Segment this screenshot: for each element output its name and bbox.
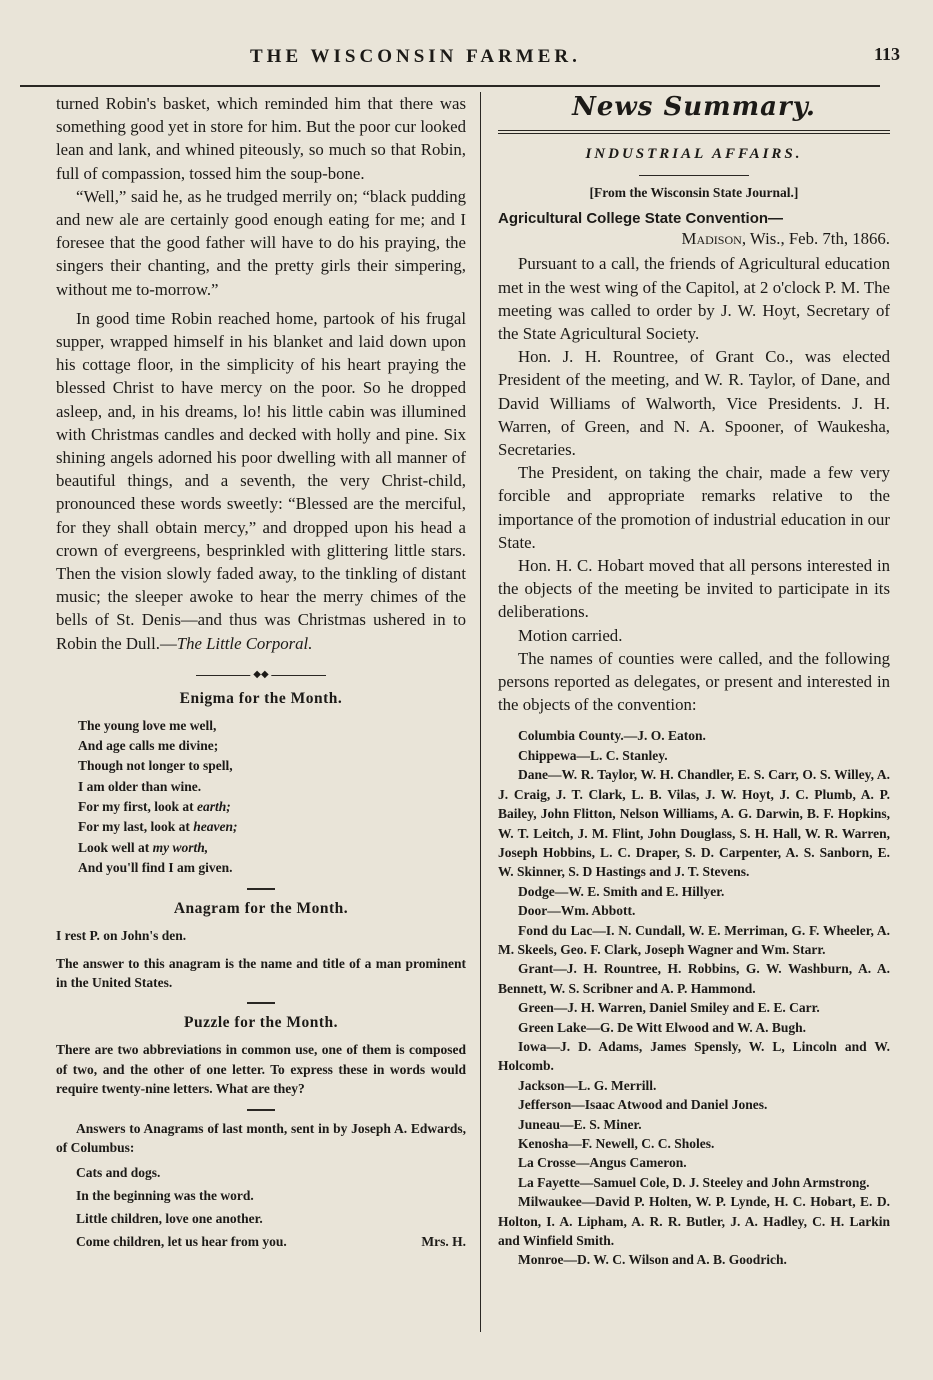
delegate-entry: Dane—W. R. Taylor, W. H. Chandler, E. S. Carr, O. S. Willey, A. J. Craig, J. T. Clark, L. B. Vilas, J. W. Hoyt, J. C. Plumb, A. P. Bailey, John Flitton, Nelson Williams, A. G. Darwin, B. F. Hopkins, W. T. Leitch, J. M. Flint, John Douglass, S. H. Hall, W. R. Warren, Joseph Hobbins, L. C. Draper, S. D. Carpenter, A. S. Sanborn, E. W. Skinner, S. D Hastings and J. T. Stevens. [498,767,890,880]
page-header [40,40,900,74]
delegate-entry: La Fayette—Samuel Cole, D. J. Steeley and John Armstrong. [518,1174,870,1190]
delegate-entry: Iowa—J. D. Adams, James Spensly, W. L, Lincoln and W. Holcomb. [498,1038,890,1074]
poem-line: Though not longer to spell, [78,758,233,774]
right-column [470,92,890,1270]
ornament-icon: ◆◆ [250,668,271,682]
news-paragraph: Hon. J. H. Rountree, of Grant Co., was elected President of the meeting, and W. R. Taylor, of Dane, and David Williams of Walworth, Vice Presidents. J. H. Warren, of Green, and N. A. Spooner, of Waukesha, Secretaries. [498,347,890,460]
delegate-entry: Green—J. H. Warren, Daniel Smiley and E. E. Carr. [518,1000,820,1016]
anagram-note: The answer to this anagram is the name and title of a man prominent in the United States. [56,955,466,991]
delegate-entry: Columbia County.—J. O. Eaton. [518,728,706,744]
answer-item-last [56,1230,466,1253]
delegate-entry: Fond du Lac—I. N. Cundall, W. E. Merriman, G. F. Wheeler, A. M. Skeels, Geo. F. Clark, Joseph Wagner and Wm. Starr. [498,922,890,957]
poem-line: And you'll find I am given. [78,859,233,875]
title-rule [498,130,890,134]
delegate-entry: La Crosse—Angus Cameron. [518,1155,687,1171]
section-divider [247,1109,275,1111]
delegate-entry: Jefferson—Isaac Atwood and Daniel Jones. [518,1097,768,1113]
delegate-entry: Door—Wm. Abbott. [518,903,636,919]
section-divider [639,175,749,176]
story-paragraph [56,307,466,655]
poem-line: And age calls me divine; [78,738,219,754]
story-paragraph: “Well,” said he, as he trudged merrily on; “black pudding and new ale are certainly good enough eating for me; and I foresee that the good father will have to do his praying, the singers their chanting, and the pretty girls their simpering, without me to-morrow.” [56,186,466,299]
answer-item: Cats and dogs. [76,1164,161,1180]
news-paragraph: The names of counties were called, and the following persons reported as delegates, or present and interested in the objects of the convention: [498,648,890,715]
answer-item: Come children, let us hear from you. [76,1233,287,1249]
source-note: [From the Wisconsin State Journal.] [589,185,799,200]
enigma-poem [56,716,466,878]
section-divider [247,1002,275,1004]
poem-line: For my first, look at earth; [78,799,231,815]
signature: Mrs. H. [421,1233,466,1249]
ornament-divider [196,668,326,680]
convention-title: Agricultural College State Convention— [498,210,784,228]
delegate-entry: Jackson—L. G. Merrill. [518,1077,657,1093]
section-divider [247,888,275,890]
answers-list [56,1161,466,1253]
enigma-title: Enigma for the Month. [179,689,343,707]
news-paragraph: Hon. H. C. Hobart moved that all persons interested in the objects of the meeting be invited to participate in its deliberations. [498,556,890,622]
delegate-entry: Chippewa—L. C. Stanley. [518,747,668,763]
delegate-entry: Juneau—E. S. Miner. [518,1116,642,1132]
poem-line: For my last, look at heaven; [78,819,238,835]
delegate-entry: Grant—J. H. Rountree, H. Robbins, G. W. Washburn, A. A. Bennett, W. S. Scribner and A. P. Hammond. [498,961,890,996]
news-paragraph: The President, on taking the chair, made a few very forcible and appropriate remarks relative to the importance of the promotion of industrial education in our State. [498,463,890,552]
news-summary-title: News Summary. [572,92,816,122]
delegate-entry: Dodge—W. E. Smith and E. Hillyer. [518,883,725,899]
answer-item: Little children, love one another. [76,1210,263,1226]
section-title: INDUSTRIAL AFFAIRS. [585,146,803,162]
story-final-text: In good time Robin reached home, partook of his frugal supper, wrapped himself in his blanket and laid down upon his cottage floor, in the simplicity of his heart praying the blessed Christ to have mercy on the poor. So he dropped asleep, and, in his dreams, lo! his little cabin was illumined with Christmas candles and decked with holly and pine. Six shining angels adorned his poor dwelling with all manner of beautiful things, and a seventh, the very Christ-child, pronounced these words sweetly: “Blessed are the merciful, for they shall obtain mercy,” and dropped upon his head a crown of evergreens, besprinkled with glittering little stars. Then the vision slowly faded away, to the tinkling of distant music; the sleeper awoke to hear the merry chimes of the bells of St. Denis—and thus was Christmas ushered in to Robin the Dull.— [56,308,466,653]
delegate-entry: Kenosha—F. Newell, C. C. Sholes. [518,1136,715,1151]
answer-item: In the beginning was the word. [76,1187,254,1203]
anagram-title: Anagram for the Month. [173,900,349,918]
story-source: The Little Corporal. [176,633,313,653]
delegates-list [498,726,890,1269]
puzzle-title: Puzzle for the Month. [184,1014,338,1032]
answers-intro: Answers to Anagrams of last month, sent in by Joseph A. Edwards, of Columbus: [56,1120,466,1156]
page-number: 113 [873,44,900,64]
anagram-text: I rest P. on John's den. [56,928,187,944]
dateline: Madison, Wis., Feb. 7th, 1866. [681,229,890,249]
poem-line: Look well at my worth, [78,839,209,855]
header-rule [20,85,880,87]
running-title: THE WISCONSIN FARMER. [250,46,581,67]
poem-line: I am older than wine. [78,778,202,794]
news-paragraph: Motion carried. [518,625,623,645]
poem-line: The young love me well, [78,717,217,733]
delegate-entry: Green Lake—G. De Witt Elwood and W. A. Bugh. [518,1019,807,1035]
news-paragraph: Pursuant to a call, the friends of Agricultural education met in the west wing of the Capitol, at 2 o'clock P. M. The meeting was called to order by J. W. Hoyt, Secretary of the State Agricultural Society. [498,254,890,344]
puzzle-text: There are two abbreviations in common use, one of them is composed of two, and the other of one letter. To express these in words would require twenty-nine letters. What are they? [56,1042,466,1097]
story-paragraph: turned Robin's basket, which reminded him that there was something good yet in store for him. But the poor cur looked lean and lank, and whined piteously, so much so that Robin, full of compassion, tossed him the soup-bone. [56,94,466,183]
delegate-entry: Milwaukee—David P. Holten, W. P. Lynde, H. C. Hobart, E. D. Holton, I. A. Lipham, A. R. R. Butler, J. A. Hadley, C. H. Larkin and Winfield Smith. [498,1194,890,1249]
delegate-entry: Monroe—D. W. C. Wilson and A. B. Goodrich. [518,1252,787,1268]
left-column [56,92,466,1253]
